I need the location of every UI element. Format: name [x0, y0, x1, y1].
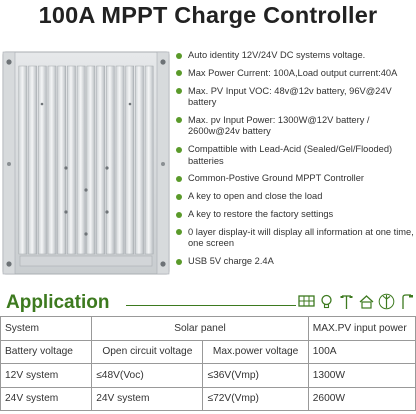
application-icons [298, 293, 416, 313]
solar-panel-icon [298, 293, 315, 310]
heatsink-fin [126, 66, 134, 254]
bullet-icon [176, 88, 182, 94]
bullet-icon [176, 229, 182, 235]
heatsink-fin [116, 66, 124, 254]
bullet-icon [176, 194, 182, 200]
bullet-icon [176, 259, 182, 265]
heatsink-fin [67, 66, 75, 254]
feature-item: A key to restore the factory settings [175, 209, 415, 221]
table-row [1, 387, 416, 411]
table-cell: System [1, 317, 92, 341]
controller-product-image [2, 44, 170, 282]
feature-item: Auto identity 12V/24V DC systems voltage. [175, 50, 415, 62]
table-header-row [1, 317, 416, 341]
heatsink-fin [77, 66, 85, 254]
heatsink-fin [19, 66, 27, 254]
heatsink-fin [58, 66, 66, 254]
heatsink-fin [106, 66, 114, 254]
feature-item: Max Power Current: 100A,Load output current:40A [175, 68, 415, 80]
heatsink-fin [48, 66, 56, 254]
table-cell: 1300W [308, 364, 415, 388]
cabin-icon [358, 293, 375, 310]
bullet-icon [176, 117, 182, 123]
table-cell: Max.power voltage [203, 340, 308, 364]
table-cell: Open circuit voltage [92, 340, 203, 364]
bullet-icon [176, 70, 182, 76]
heatsink-fin [97, 66, 105, 254]
feature-item: Compattible with Lead-Acid (Sealed/Gel/Flooded) batteries [175, 144, 415, 167]
bullet-icon [176, 147, 182, 153]
application-heading: Application [6, 292, 110, 313]
heatsink-fin [29, 66, 37, 254]
bullet-icon [176, 212, 182, 218]
feature-item: 0 layer display-it will display all information at one time, one screen [175, 227, 415, 250]
light-bulb-icon [318, 293, 335, 310]
table-cell: 2600W [308, 387, 415, 411]
feature-item: A key to open and close the load [175, 191, 415, 203]
table-row [1, 364, 416, 388]
bullet-icon [176, 176, 182, 182]
heatsink-fin [87, 66, 95, 254]
table-cell: Solar panel [92, 317, 309, 341]
table-cell: MAX.PV input power [308, 317, 415, 341]
feature-list [175, 50, 415, 274]
wind-turbine-icon [378, 293, 395, 310]
street-light-icon [338, 293, 355, 310]
table-cell: ≤48V(Voc) [92, 364, 203, 388]
table-cell: Battery voltage [1, 340, 92, 364]
table-cell: ≤72V(Vmp) [203, 387, 308, 411]
table-cell: ≤36V(Vmp) [203, 364, 308, 388]
heatsink-fin [38, 66, 46, 254]
feature-item: Max. PV Input VOC: 48v@12v battery, 96V@24V battery [175, 86, 415, 109]
spec-table [0, 316, 416, 411]
feature-item: USB 5V charge 2.4A [175, 256, 415, 268]
road-lamp-icon [398, 293, 415, 310]
table-cell: 24V system [1, 387, 92, 411]
product-title: 100A MPPT Charge Controller [38, 2, 378, 28]
table-cell: 12V system [1, 364, 92, 388]
heatsink-fin [135, 66, 143, 254]
table-cell: 100A [308, 340, 415, 364]
table-cell: 24V system [92, 387, 203, 411]
bullet-icon [176, 53, 182, 59]
table-subheader-row [1, 340, 416, 364]
feature-item: Common-Postive Ground MPPT Controller [175, 173, 415, 185]
feature-item: Max. pv Input Power: 1300W@12V battery / 2600w@24v battery [175, 115, 415, 138]
heatsink-fin [145, 66, 153, 254]
divider [126, 305, 296, 306]
